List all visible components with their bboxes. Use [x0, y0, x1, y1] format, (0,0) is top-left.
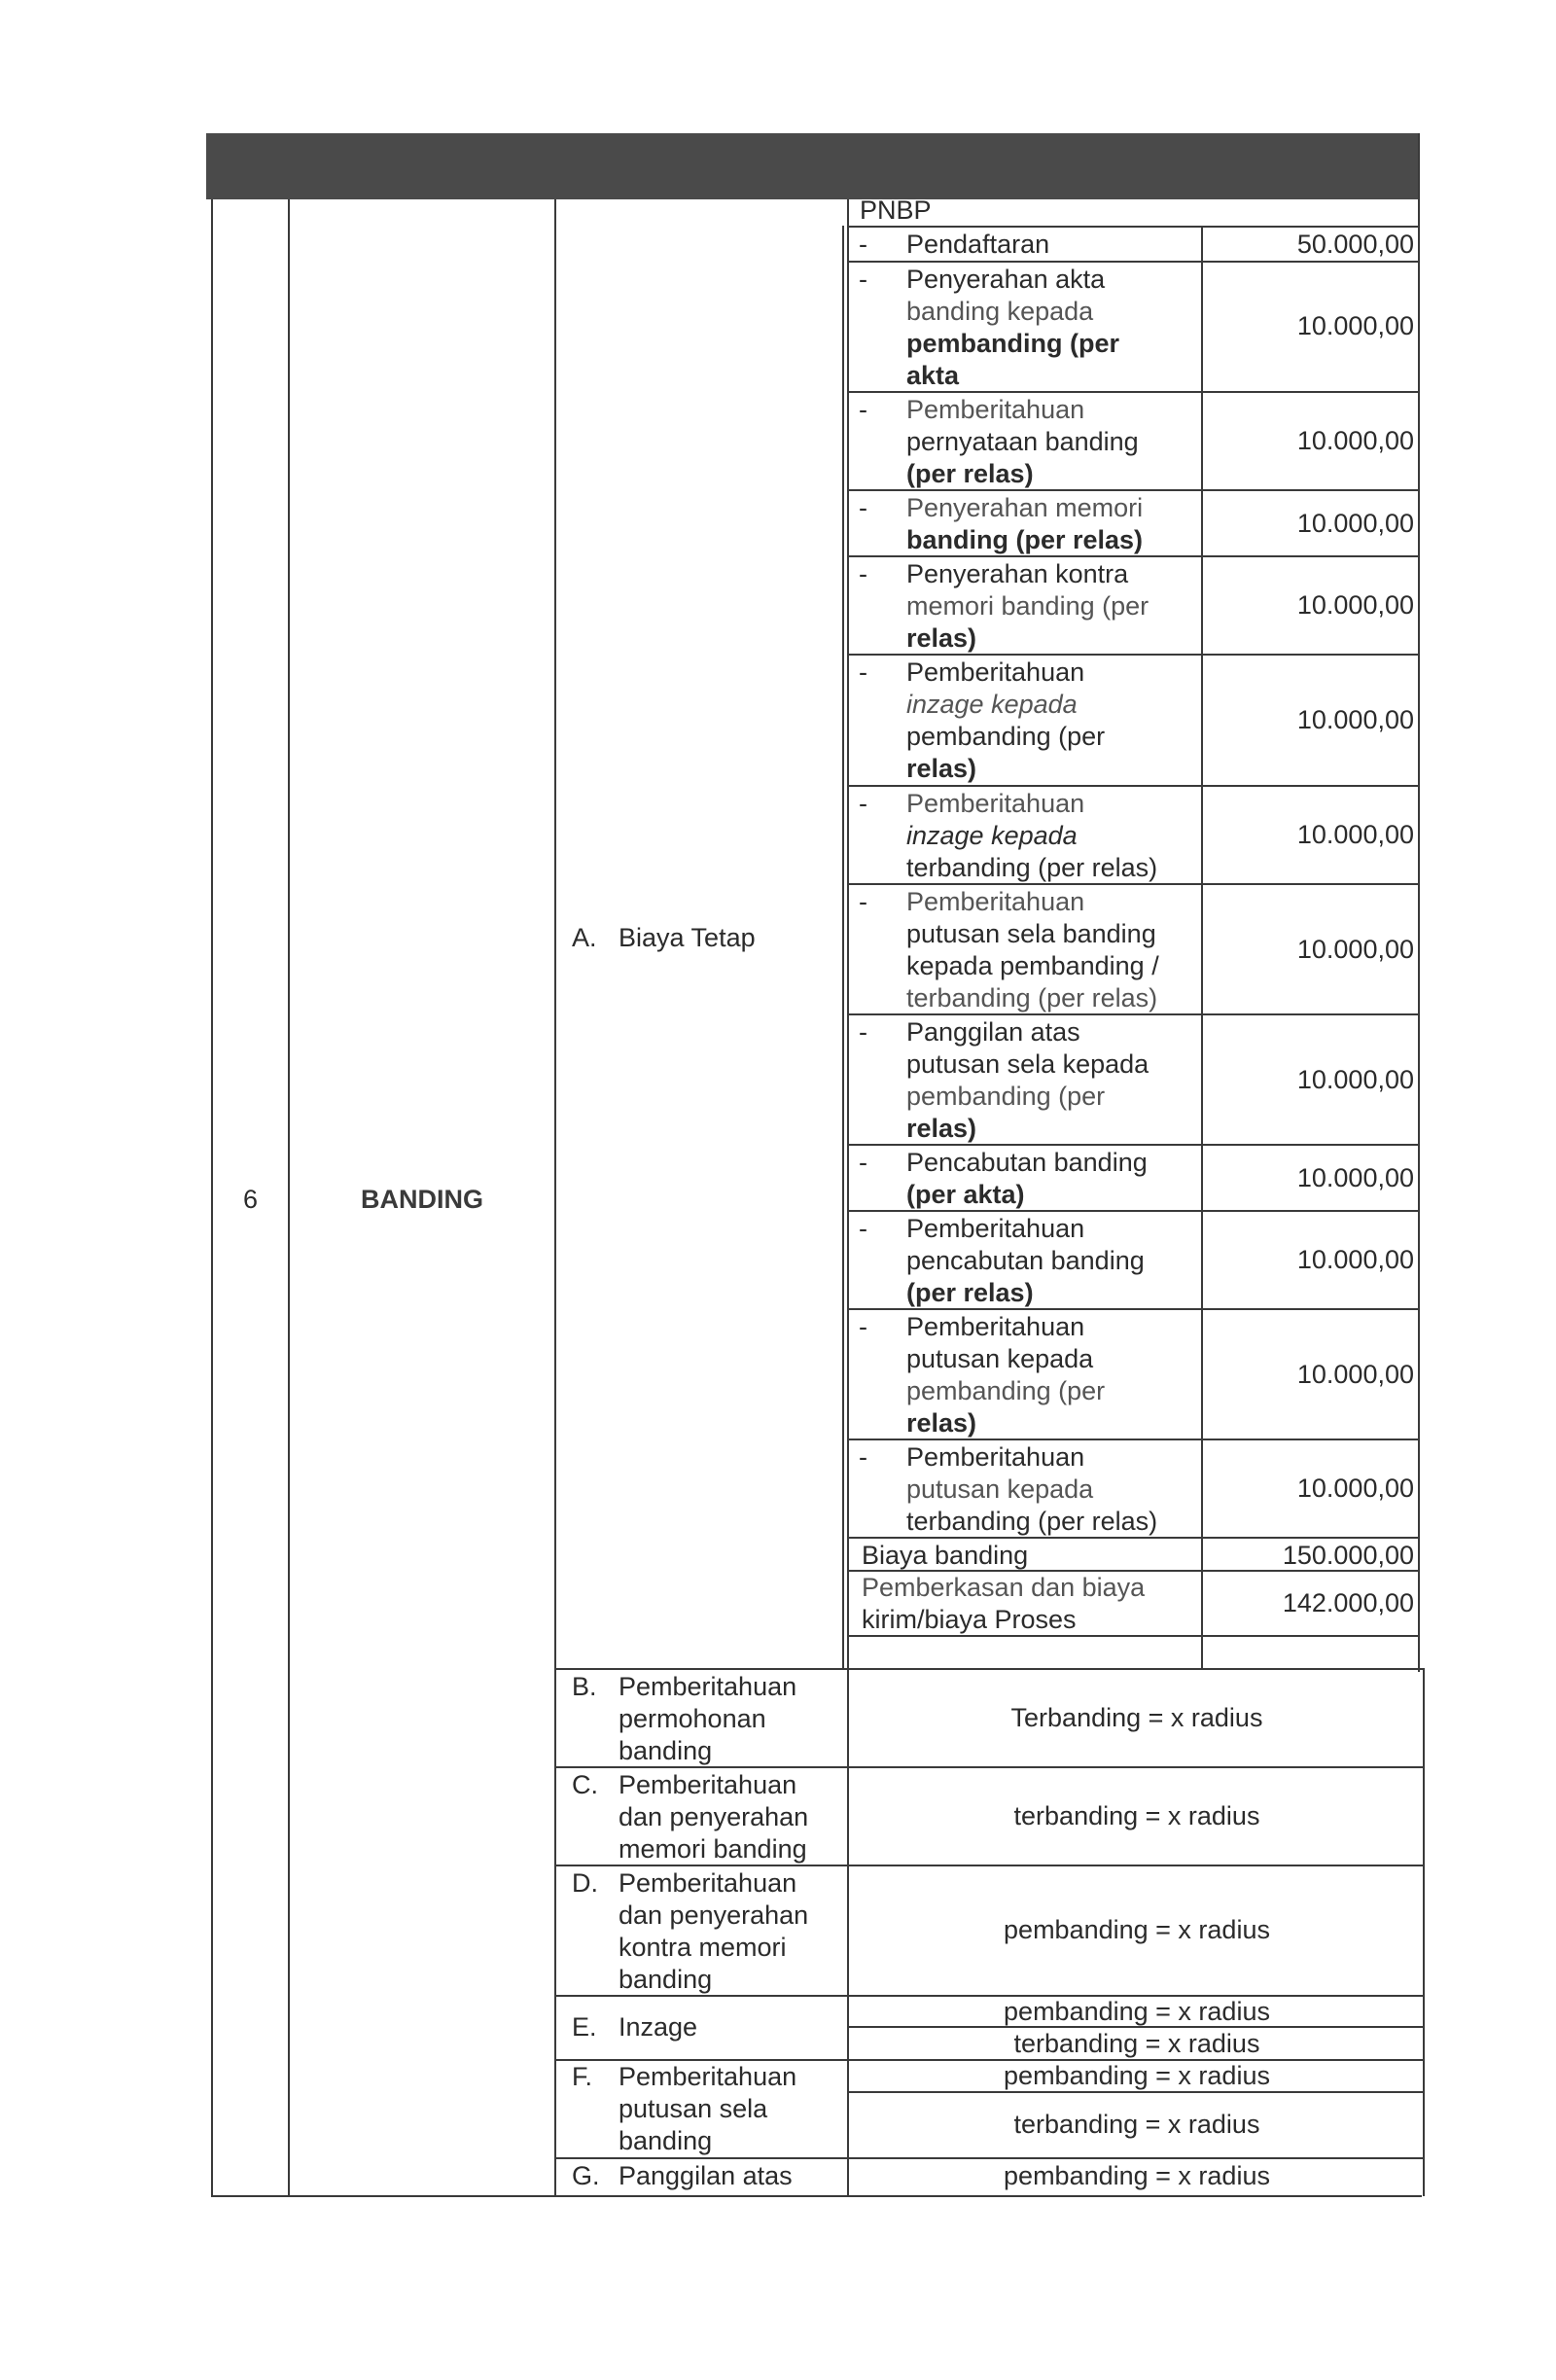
radius-b: Terbanding = x radius	[1010, 1703, 1263, 1732]
table-border-bottom	[211, 2195, 1422, 2197]
radius-f2: terbanding = x radius	[1013, 2110, 1260, 2139]
section-a-label: Biaya Tetap	[619, 923, 756, 952]
row-number: 6	[242, 1185, 259, 1214]
row-line	[847, 785, 1420, 787]
fee-value: 10.000,00	[1296, 1163, 1414, 1192]
fee-value: 10.000,00	[1296, 820, 1414, 849]
total-label: Biaya banding	[862, 1541, 1029, 1570]
column-line-title	[554, 199, 556, 2196]
row-line	[847, 261, 1420, 263]
fee-value: 10.000,00	[1296, 935, 1414, 964]
section-a-letter: A.	[572, 923, 597, 952]
section-line	[554, 1668, 849, 1670]
pemberkasan-label-2: kirim/biaya Proses	[862, 1605, 1077, 1634]
total-value: 150.000,00	[1282, 1541, 1414, 1570]
table-border-right	[1418, 133, 1420, 1672]
row-line	[847, 1668, 1425, 1670]
row-line	[847, 226, 1420, 228]
fee-value: 10.000,00	[1296, 1360, 1414, 1389]
radius-e1: pembanding = x radius	[1004, 1997, 1270, 2026]
pemberkasan-value: 142.000,00	[1282, 1588, 1414, 1617]
fee-value: 10.000,00	[1296, 1065, 1414, 1094]
fee-value: 10.000,00	[1296, 590, 1414, 620]
document-page: 6 BANDING PNBP A. Biaya Tetap - Pendaftaran 50.000,00 - Penyerahan akta banding kepada pembanding (per akta 10.000,00 - Pemberitahuan pernyataan banding (per relas) 10.000,00 - Penyerahan memori banding (per relas) 10.000,00 - Penyerahan kontra memori banding (per relas) 10.000,00 - Pemberitahuan inzage kepada pembanding (per relas) 10.000,00 - Pemberitahuan inzage kepada terbanding (per relas) 10.000,00 - Pemberitahuan putusan sela banding kepada pembanding / terbanding (per relas) 10.000,00 - Panggilan atas putusan sela kepada pembanding (per relas) 10.000,00 - Pencabutan banding (per akta) 10.000,00 - Pemberitahuan pencabutan banding (per relas) 10.000,00 - Pemberitahuan putusan kepada pembanding (per relas) 10.000,00 - Pemberitahuan putusan kepada terbanding (per relas) 10.000,00 Biaya banding 150.000,00 Pemberkasan dan biaya kirim/biaya Proses 142.000,00 B. Pemberitahuan permohonan banding Terbanding = x radius C. Pemberitahuan dan penyerahan memori banding terbanding = x radius D. Pemberitahuan dan penyerahan kontra memori banding pembanding = x radius E. Inzage pembanding = x radius terbanding = x radius F. Pemberitahuan putusan sela banding pembanding = x radius terbanding = x radius G. Panggilan atas pembanding = x radius	[0, 0, 1556, 2380]
radius-c: terbanding = x radius	[1013, 1801, 1260, 1830]
fee-value: 10.000,00	[1296, 1474, 1414, 1503]
radius-g: pembanding = x radius	[1004, 2161, 1270, 2190]
section-line	[554, 2157, 1425, 2159]
fee-value: 10.000,00	[1296, 311, 1414, 340]
fee-value: 50.000,00	[1296, 230, 1414, 259]
fee-value: 10.000,00	[1296, 705, 1414, 734]
fee-value: 10.000,00	[1296, 1245, 1414, 1274]
radius-d: pembanding = x radius	[1004, 1915, 1270, 1944]
fee-value: 10.000,00	[1296, 426, 1414, 455]
column-line-section	[847, 199, 849, 2196]
radius-f1: pembanding = x radius	[1004, 2061, 1270, 2090]
row-title: BANDING	[361, 1185, 483, 1214]
pnbp-label: PNBP	[860, 195, 932, 225]
table-header-bar	[206, 133, 1418, 199]
radius-e2: terbanding = x radius	[1013, 2029, 1260, 2058]
fee-value: 10.000,00	[1296, 509, 1414, 538]
pemberkasan-label-1: Pemberkasan dan biaya	[862, 1573, 1146, 1602]
column-line-left-inner	[842, 226, 844, 1668]
